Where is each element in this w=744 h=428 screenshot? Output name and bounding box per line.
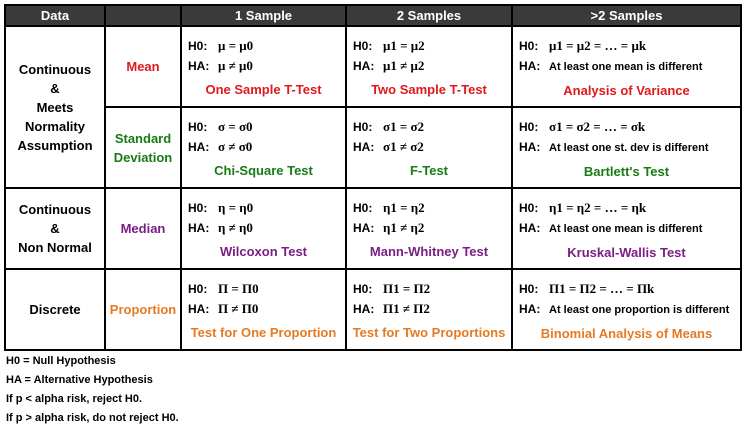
row-mean (5, 26, 741, 107)
note-null-hypothesis: H0 = Null Hypothesis (6, 355, 116, 367)
test-name: Wilcoxon Test (219, 244, 308, 259)
cell-median-more-samples: H0: η1 = η2 = … = ηk HA: At least one mean is different Kruskal-Wallis Test (512, 188, 741, 269)
category-continuous-normal: Continuous & Meets Normality Assumption (5, 26, 105, 188)
stat-standard-deviation: Standard Deviation (105, 107, 181, 188)
stat-mean: Mean (105, 26, 181, 107)
header-stat-blank (105, 5, 181, 26)
cell-sd-1-sample: H0: σ = σ0 HA: σ ≠ σ0 Chi-Square Test (181, 107, 346, 188)
cell-median-2-samples: H0: η1 = η2 HA: η1 ≠ η2 Mann-Whitney Test (346, 188, 512, 269)
test-name: Binomial Analysis of Means (540, 325, 713, 341)
test-name: Kruskal-Wallis Test (567, 244, 686, 260)
cell-proportion-1-sample: H0: Π = Π0 HA: Π ≠ Π0 Test for One Proportion (181, 269, 346, 350)
header-2-samples: 2 Samples (346, 5, 512, 26)
stat-median: Median (105, 188, 181, 269)
test-name: Test for Two Proportions (352, 325, 506, 340)
test-name: F-Test (409, 163, 449, 178)
header-data: Data (5, 5, 105, 26)
note-reject-rule: If p < alpha risk, reject H0. (6, 393, 143, 405)
cell-proportion-2-samples: H0: Π1 = Π2 HA: Π1 ≠ Π2 Test for Two Proportions (346, 269, 512, 350)
cell-median-1-sample: H0: η = η0 HA: η ≠ η0 Wilcoxon Test (181, 188, 346, 269)
row-median (5, 188, 741, 269)
header-more-samples: >2 Samples (512, 5, 741, 26)
test-name: Bartlett's Test (583, 163, 670, 179)
test-name: Two Sample T-Test (371, 82, 487, 97)
hypothesis-test-table (4, 4, 742, 351)
stat-proportion: Proportion (105, 269, 181, 350)
note-alternative-hypothesis: HA = Alternative Hypothesis (6, 374, 153, 386)
cell-sd-more-samples: H0: σ1 = σ2 = … = σk HA: At least one st. dev is different Bartlett's Test (512, 107, 741, 188)
header-1-sample: 1 Sample (181, 5, 346, 26)
test-name: Test for One Proportion (190, 325, 337, 340)
cell-proportion-more-samples: H0: Π1 = Π2 = … = Πk HA: At least one proportion is different Binomial Analysis of Means (512, 269, 741, 350)
cell-sd-2-samples: H0: σ1 = σ2 HA: σ1 ≠ σ2 F-Test (346, 107, 512, 188)
note-do-not-reject-rule: If p > alpha risk, do not reject H0. (6, 412, 179, 424)
test-name: Analysis of Variance (563, 82, 690, 98)
footnotes (6, 352, 179, 428)
row-proportion (5, 269, 741, 350)
category-discrete: Discrete (5, 269, 105, 350)
cell-mean-more-samples: H0: μ1 = μ2 = … = μk HA: At least one mean is different Analysis of Variance (512, 26, 741, 107)
header-row (5, 5, 741, 26)
cell-mean-2-samples: H0: μ1 = μ2 HA: μ1 ≠ μ2 Two Sample T-Test (346, 26, 512, 107)
cell-mean-1-sample: H0: μ = μ0 HA: μ ≠ μ0 One Sample T-Test (181, 26, 346, 107)
category-continuous-non-normal: Continuous & Non Normal (5, 188, 105, 269)
row-sd (5, 107, 741, 188)
test-name: Mann-Whitney Test (369, 244, 489, 259)
test-name: One Sample T-Test (205, 82, 322, 97)
test-name: Chi-Square Test (214, 163, 313, 178)
